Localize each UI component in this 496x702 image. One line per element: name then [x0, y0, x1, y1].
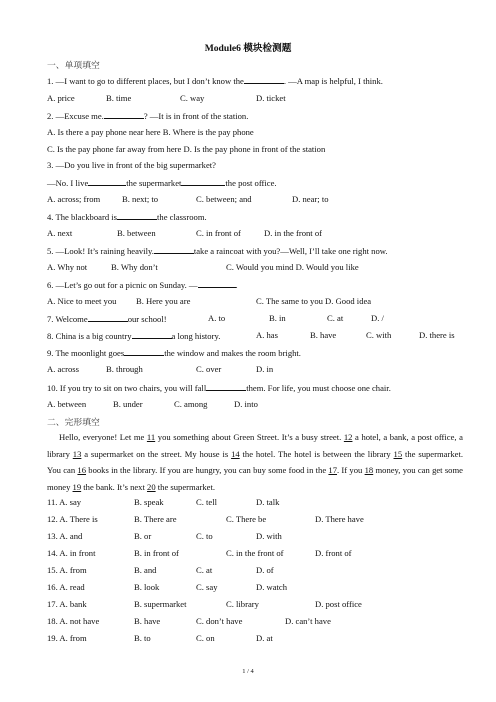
q4-option-d: D. in the front of — [264, 228, 322, 238]
cloze-12-d: D. There have — [315, 514, 364, 524]
q5-option-a: A. Why not — [47, 262, 88, 272]
cloze-11-a: 11. A. say — [47, 497, 82, 507]
cloze-11-c: C. tell — [196, 497, 218, 507]
cloze-19-d: D. at — [256, 633, 273, 643]
q7-option-c: C. at — [327, 313, 344, 323]
cloze-17-b: B. supermarket — [134, 599, 187, 609]
section-heading-single-choice: 一、单项填空 — [47, 60, 100, 70]
q9-option-d: D. in — [256, 364, 274, 374]
q5-option-b: B. Why don’t — [111, 262, 158, 272]
cloze-17-c: C. library — [226, 599, 259, 609]
blank-14: 14 — [231, 448, 240, 459]
q8-option-b: B. have — [310, 330, 337, 340]
q3-option-b: B. next; to — [122, 194, 159, 204]
q6-option-b: B. Here you are — [136, 296, 191, 306]
q1-option-c: C. way — [180, 93, 205, 103]
cloze-11-b: B. speak — [134, 497, 164, 507]
blank-13: 13 — [72, 448, 82, 459]
question-5-stem: 5. —Look! It’s raining heavily. take a raincoat with you?—Well, I’ll take one right now. — [47, 246, 388, 256]
q10-option-d: D. into — [234, 399, 258, 409]
cloze-18-a: 18. A. not have — [47, 616, 100, 626]
q1-option-d: D. ticket — [256, 93, 286, 103]
q3-option-c: C. between; and — [196, 194, 252, 204]
question-4-stem: 4. The blackboard is the classroom. — [47, 212, 207, 222]
q10-option-b: B. under — [113, 399, 143, 409]
q4-option-b: B. between — [117, 228, 156, 238]
cloze-13-a: 13. A. and — [47, 531, 83, 541]
cloze-14-d: D. front of — [315, 548, 352, 558]
cloze-19-b: B. to — [134, 633, 151, 643]
q7-option-d: D. / — [371, 313, 384, 323]
cloze-12-c: C. There be — [226, 514, 267, 524]
q2-options-line-1: A. Is there a pay phone near here B. Where is the pay phone — [47, 127, 254, 137]
page-title: Module6 模块检测题 — [204, 43, 292, 54]
cloze-14-c: C. in the front of — [226, 548, 284, 558]
question-3-answer-line: —No. I live the supermarket the post office. — [47, 178, 277, 188]
question-2-stem: 2. —Excuse me. ? —It is in front of the station. — [47, 111, 249, 121]
blank-18: 18 — [364, 465, 374, 476]
cloze-13-b: B. or — [134, 531, 152, 541]
q1-option-b: B. time — [106, 93, 132, 103]
question-3-stem: 3. —Do you live in front of the big supermarket? — [47, 160, 216, 170]
q2-options-line-2: C. Is the pay phone far away from here D. Is the pay phone in front of the station — [47, 144, 326, 154]
cloze-15-c: C. at — [196, 565, 213, 575]
cloze-15-b: B. and — [134, 565, 157, 575]
cloze-18-c: C. don’t have — [196, 616, 243, 626]
cloze-11-d: D. talk — [256, 497, 280, 507]
cloze-passage: Hello, everyone! Let me 11 you something about Green Street. It’s a busy street. 12 a hotel, a bank, a post office, a library 13 a supermarket on the street. My house is 14 the hotel. The hotel is between the library 15 the supermarket. You can 16 books in the library. If you are hungry, you can buy some food in the 17. If you 18 money, you can get some money 19 the bank. It’s next 20 the supermarket. — [47, 432, 463, 492]
cloze-12-b: B. There are — [134, 514, 177, 524]
blank-11: 11 — [146, 432, 156, 442]
cloze-19-c: C. on — [196, 633, 215, 643]
section-heading-cloze: 二、完形填空 — [47, 417, 100, 427]
blank-17: 17 — [328, 465, 338, 476]
blank-19: 19 — [72, 481, 82, 492]
question-9-stem: 9. The moonlight goes the window and makes the room bright. — [47, 348, 301, 358]
question-6-stem: 6. —Let’s go out for a picnic on Sunday. — . — [47, 280, 238, 290]
q9-option-b: B. through — [106, 364, 143, 374]
q9-option-c: C. over — [196, 364, 222, 374]
blank-12: 12 — [343, 432, 353, 442]
q3-option-d: D. near; to — [292, 194, 329, 204]
q10-option-a: A. between — [47, 399, 87, 409]
cloze-14-a: 14. A. in front — [47, 548, 96, 558]
cloze-13-d: D. with — [256, 531, 282, 541]
question-1-stem: 1. —I want to go to different places, but I don’t know the . —A map is helpful, I think. — [47, 76, 383, 86]
blank-15: 15 — [393, 448, 403, 459]
cloze-17-d: D. post office — [315, 599, 362, 609]
cloze-12-a: 12. A. There is — [47, 514, 98, 524]
blank-16: 16 — [77, 465, 87, 476]
q8-option-c: C. with — [366, 330, 392, 340]
cloze-17-a: 17. A. bank — [47, 599, 87, 609]
cloze-16-c: C. say — [196, 582, 218, 592]
q8-option-a: A. has — [256, 330, 278, 340]
q7-option-a: A. to — [208, 313, 226, 323]
q8-option-d: D. there is — [419, 330, 455, 340]
q6-option-c-d: C. The same to you D. Good idea — [256, 296, 372, 306]
cloze-16-b: B. look — [134, 582, 160, 592]
cloze-16-a: 16. A. read — [47, 582, 85, 592]
cloze-13-c: C. to — [196, 531, 213, 541]
cloze-18-b: B. have — [134, 616, 161, 626]
cloze-14-b: B. in front of — [134, 548, 179, 558]
q4-option-a: A. next — [47, 228, 73, 238]
q10-option-c: C. among — [174, 399, 208, 409]
question-7-stem: 7. Welcome our school! — [47, 314, 167, 324]
cloze-15-a: 15. A. from — [47, 565, 87, 575]
question-8-stem: 8. China is a big country a long history. — [47, 331, 221, 341]
cloze-18-d: D. can’t have — [285, 616, 331, 626]
q6-option-a: A. Nice to meet you — [47, 296, 117, 306]
question-10-stem: 10. If you try to sit on two chairs, you will fall them. For life, you must choose one chair. — [47, 383, 391, 393]
cloze-16-d: D. watch — [256, 582, 288, 592]
q5-option-c-d: C. Would you mind D. Would you like — [226, 262, 359, 272]
q1-option-a: A. price — [47, 93, 75, 103]
q7-option-b: B. in — [269, 313, 286, 323]
page-number: 1 / 4 — [242, 668, 254, 675]
cloze-15-d: D. of — [256, 565, 274, 575]
q3-option-a: A. across; from — [47, 194, 101, 204]
cloze-19-a: 19. A. from — [47, 633, 87, 643]
blank-20: 20 — [147, 481, 156, 492]
q4-option-c: C. in front of — [196, 228, 241, 238]
q9-option-a: A. across — [47, 364, 79, 374]
